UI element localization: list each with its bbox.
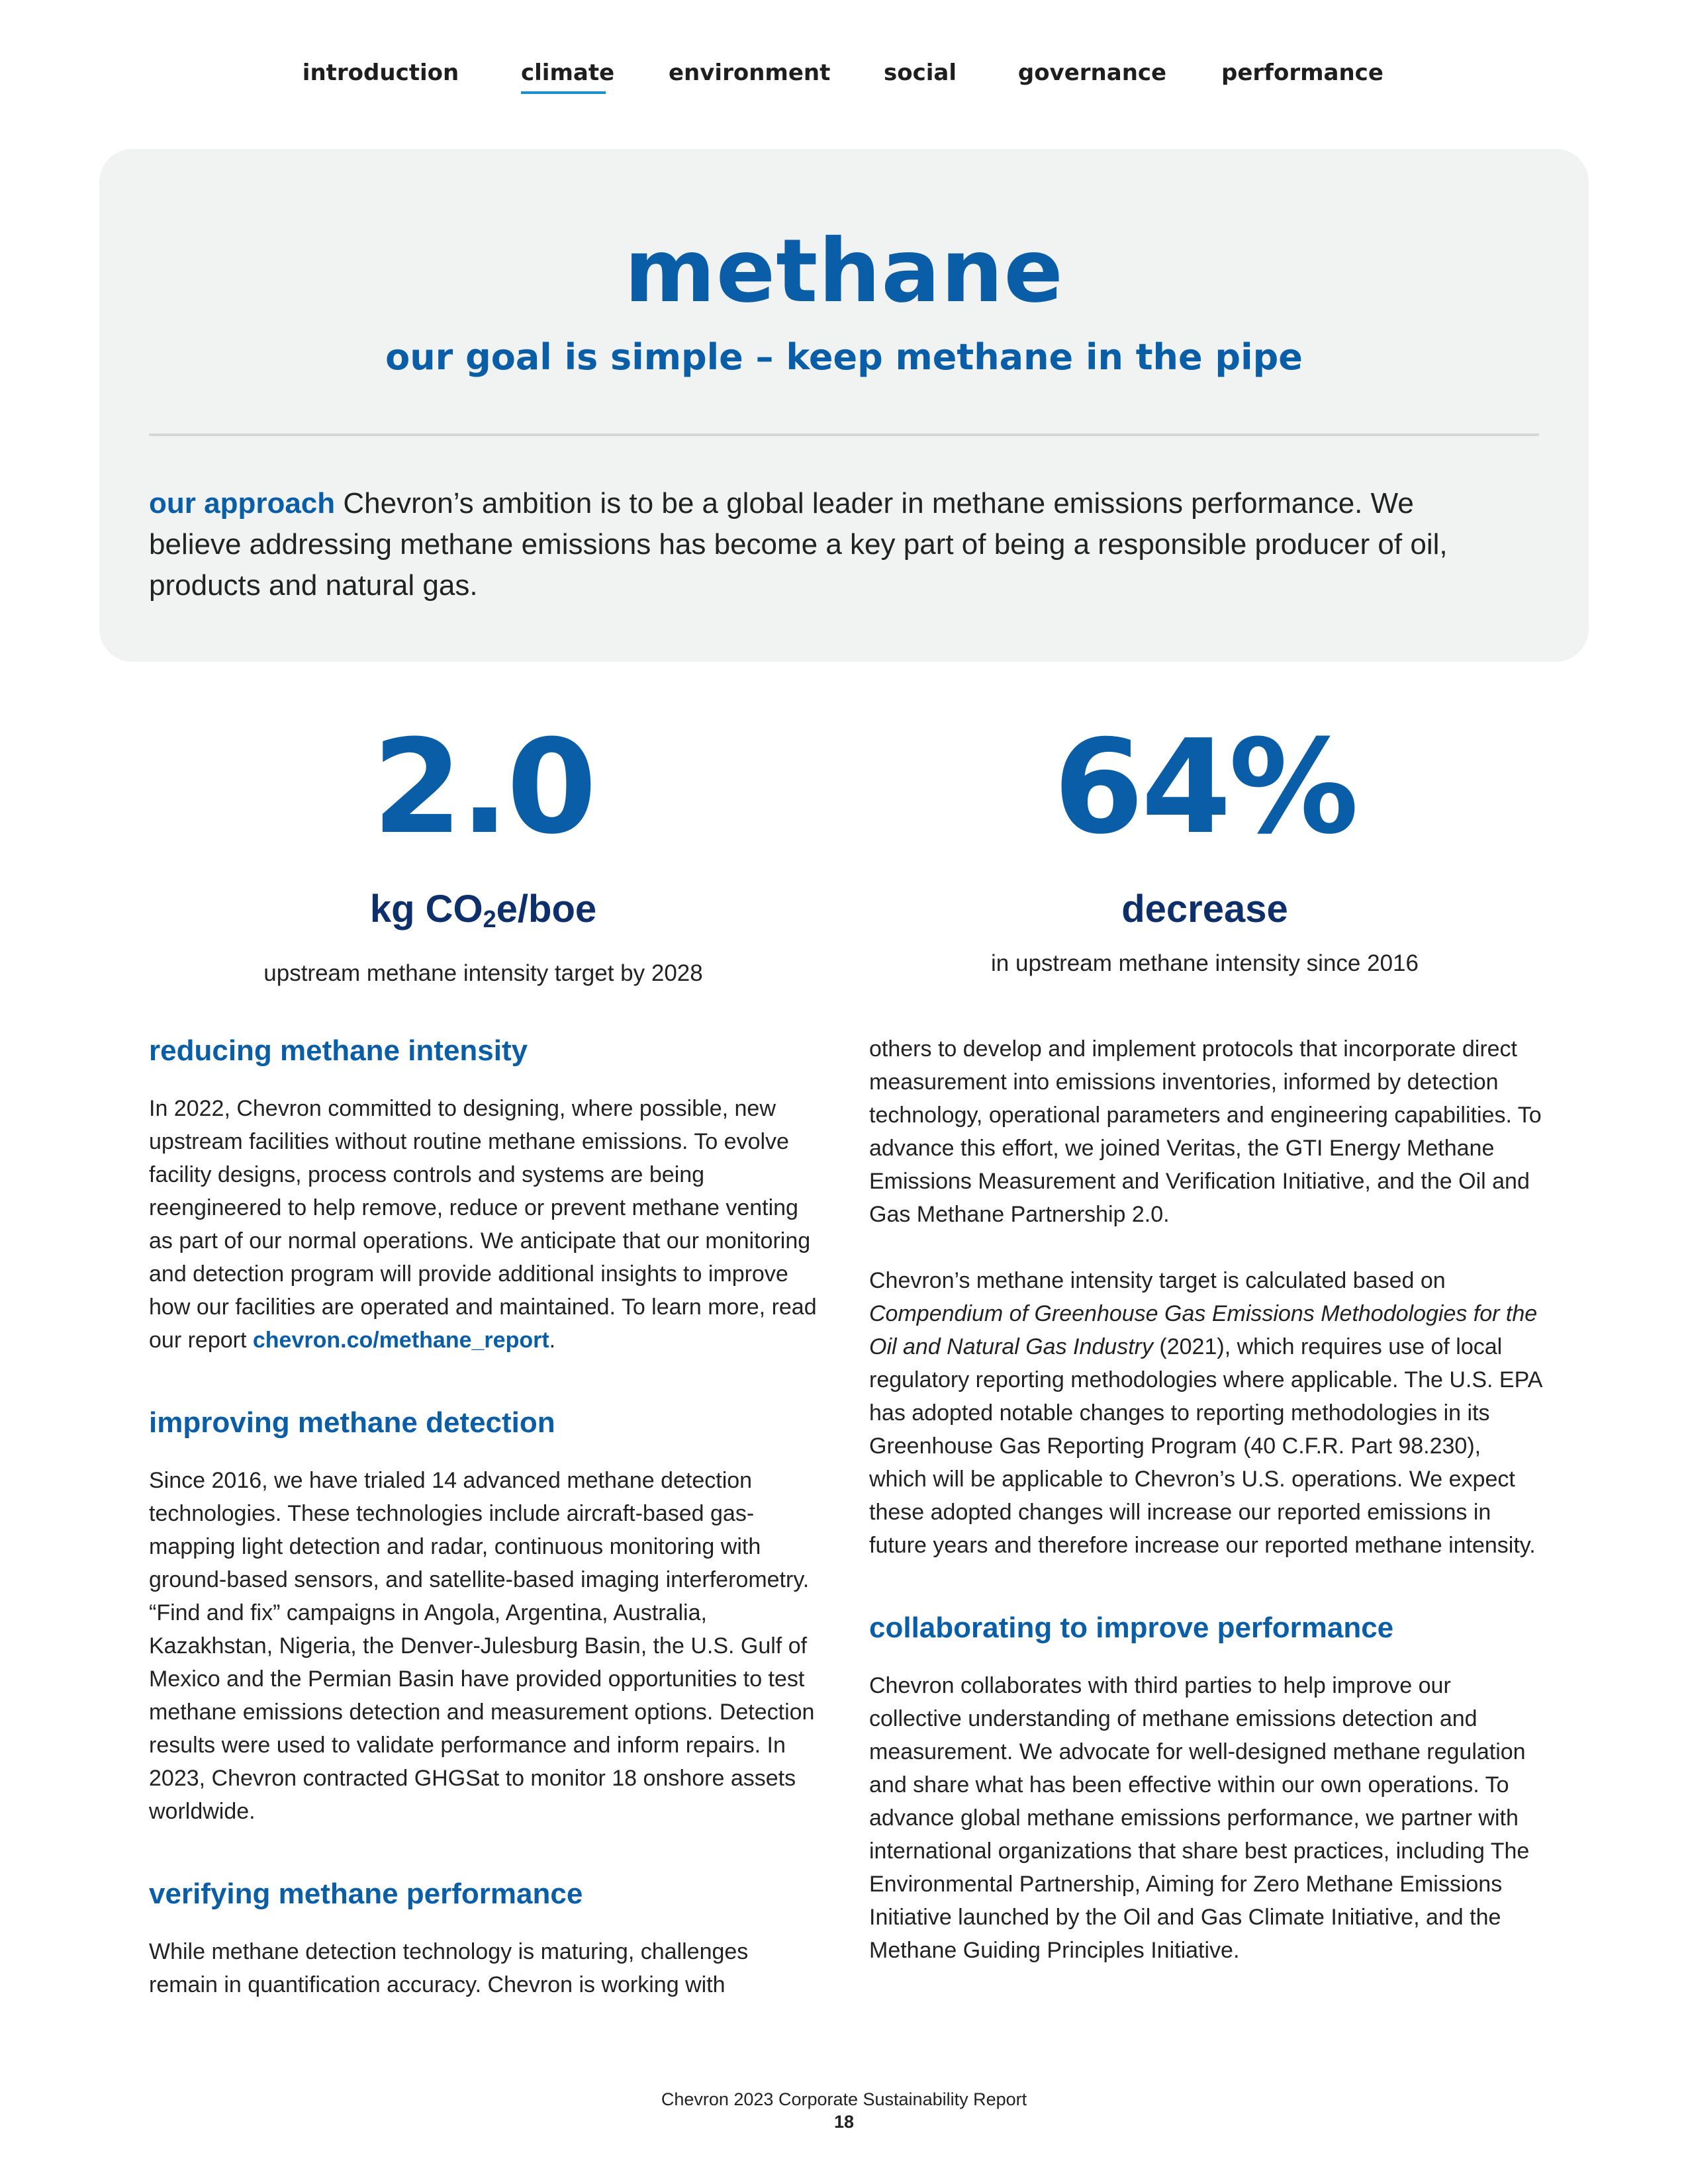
- stat-caption: upstream methane intensity target by 2028: [263, 960, 703, 986]
- stat-caption: in upstream methane intensity since 2016: [991, 950, 1419, 976]
- left-column: [149, 1032, 818, 2001]
- stat-value: 2.0: [372, 712, 594, 863]
- nav-link-performance[interactable]: performance: [1221, 60, 1383, 86]
- section-body-detection: Since 2016, we have trialed 14 advanced methane detection technologies. These technologies include aircraft-based gas-mapping light detection and radar, continuous monitoring with ground-based sensors, and satellite-based imaging interferometry. “Find and fix” campaigns in Angola, Argentina, Australia, Kazakhstan, Nigeria, the Denver-Julesburg Basin, the U.S. Gulf of Mexico and the Permian Basin have provided opportunities to test methane emissions detection and measurement options. Detection results were used to validate performance and inform repairs. In 2023, Chevron contracted GHGSat to monitor 18 onshore assets worldwide.: [149, 1468, 815, 1824]
- page-footer: [0, 2088, 1688, 2133]
- nav-link-introduction[interactable]: introduction: [302, 60, 459, 86]
- stat-unit: kg $CO_2e$/boe: [369, 887, 597, 933]
- hero-panel: [99, 149, 1589, 662]
- verifying-continued: others to develop and implement protocols that incorporate direct measurement into emissions inventories, informed by detection technology, operational parameters and engineering capabilities. To advance this effort, we joined Veritas, the GTI Energy Methane Emissions Measurement and Verification Initiative, and the Oil and Gas Methane Partnership 2.0.: [869, 1036, 1542, 1227]
- stat-value: 64%: [1053, 712, 1356, 863]
- nav-link-climate[interactable]: climate: [521, 58, 606, 94]
- section-nav: [0, 58, 1688, 105]
- stat-intensity-decrease: [874, 712, 1536, 978]
- stat-unit: decrease: [1121, 887, 1288, 931]
- section-heading-detection: improving methane detection: [149, 1406, 555, 1439]
- section-body-collaborating: Chevron collaborates with third parties to help improve our collective understanding of methane emissions detection and measurement. We advocate for well-designed methane regulation and share what has been effective within our own operations. To advance global methane emissions performance, we partner with international organizations that share best practices, including The Environmental Partnership, Aiming for Zero Methane Emissions Initiative launched by the Oil and Gas Climate Initiative, and the Methane Guiding Principles Initiative.: [869, 1673, 1530, 1963]
- nav-link-environment[interactable]: environment: [669, 60, 831, 86]
- intensity-methodology: Chevron’s methane intensity target is calculated based on Compendium of Greenhouse Gas Emissions Methodologies for the Oil and Natural Gas Industry (2021), which requires use of local regulatory reporting methodologies where applicable. The U.S. EPA has adopted notable changes to reporting methodologies in its Greenhouse Gas Reporting Program (40 C.F.R. Part 98.230), which will be applicable to Chevron’s U.S. operations. We expect these adopted changes will increase our reported emissions in future years and therefore increase our reported methane intensity.: [869, 1268, 1542, 1558]
- nav-link-governance[interactable]: governance: [1017, 60, 1167, 86]
- hero-divider: [149, 433, 1539, 436]
- section-body-verifying: While methane detection technology is maturing, challenges remain in quantification accuracy. Chevron is working with: [149, 1939, 749, 1997]
- approach-lead: our approach: [149, 487, 336, 520]
- page-subtitle: our goal is simple – keep methane in the pipe: [385, 336, 1303, 378]
- stat-intensity-target: [152, 712, 814, 988]
- page-title: methane: [624, 220, 1064, 322]
- section-body-reducing: In 2022, Chevron committed to designing, where possible, new upstream facilities without routine methane emissions. To evolve facility designs, process controls and systems are being reengineered to help remove, reduce or prevent methane venting as part of our normal operations. We anticipate that our monitoring and detection program will provide additional insights to improve how our facilities are operated and maintained. To learn more, read our report chevron.co/methane_report.: [149, 1096, 817, 1353]
- approach-text: Chevron’s ambition is to be a global leader in methane emissions performance. We believe addressing methane emissions has become a key part of being a responsible producer of oil, products and natural gas.: [149, 487, 1448, 602]
- section-heading-reducing: reducing methane intensity: [149, 1034, 528, 1067]
- approach-statement: [149, 483, 1506, 606]
- nav-link-social[interactable]: social: [883, 60, 957, 86]
- section-heading-verifying: verifying methane performance: [149, 1878, 583, 1910]
- right-column: [869, 1032, 1544, 1967]
- report-title: Chevron 2023 Corporate Sustainability Report: [661, 2089, 1027, 2109]
- methane-report-link[interactable]: chevron.co/methane_report: [252, 1328, 549, 1353]
- section-heading-collaborating: collaborating to improve performance: [869, 1612, 1394, 1644]
- page-number: 18: [833, 2112, 855, 2132]
